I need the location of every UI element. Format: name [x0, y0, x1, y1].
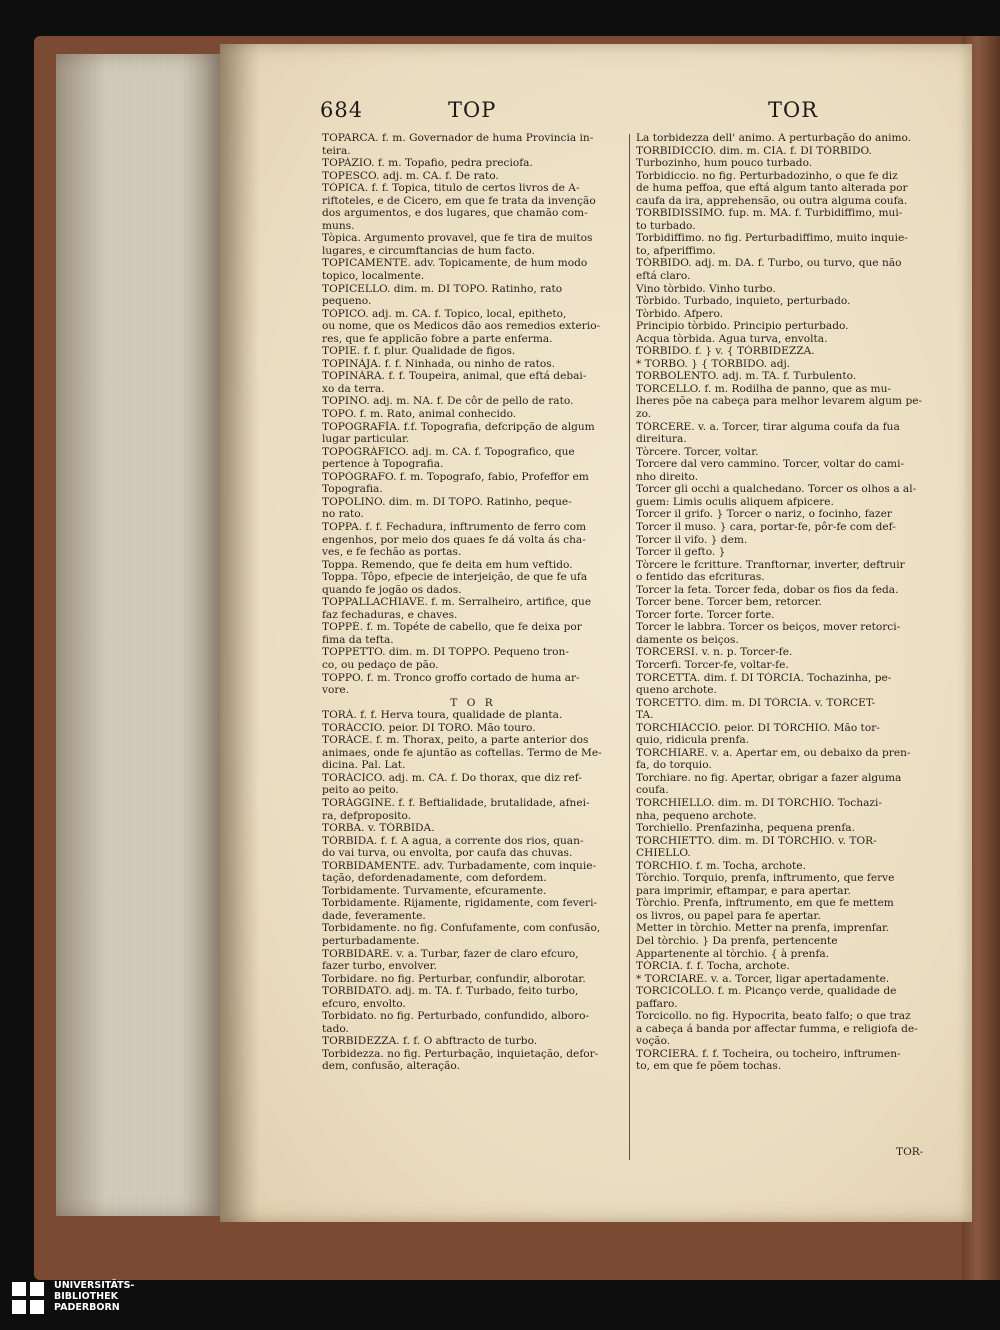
text-line: perturbadamente. — [322, 935, 420, 947]
text-line: Torcerfi. Torcer-fe, voltar-fe. — [636, 658, 789, 671]
text-line: Torcer il vifo. } dem. — [636, 533, 748, 546]
text-line: to, afperiffimo. — [636, 244, 716, 257]
text-line: T O R — [450, 696, 496, 709]
text-line: queno archote. — [636, 684, 717, 697]
text-line: TORÀ. f. f. Herva toura, qualidade de planta. — [322, 709, 563, 722]
text-line: Torcicollo. no fig. Hypocrita, beato falfo; o que traz — [636, 1010, 911, 1023]
text-line: TOPIE. f. f. plur. Qualidade de figos. — [322, 345, 516, 358]
text-line: TOPÒGRAFO. f. m. Topografo, fabio, Profeffor em — [322, 470, 589, 483]
text-line: lheres põe na cabeça para melhor levarem algum pe- — [636, 395, 923, 408]
text-line: TOPINO. adj. m. NA. f. De côr de pello de rato. — [322, 395, 574, 408]
page-stack-shading — [56, 54, 222, 1216]
text-line: Acqua tòrbida. Agua turva, envolta. — [636, 332, 828, 345]
text-line: dos argumentos, e dos lugares, que chamão com- — [322, 207, 588, 220]
running-head-left: TOP — [448, 98, 497, 122]
text-line: TORCHIELLO. dim. m. DI TÒRCHIO. Tochazi- — [636, 796, 882, 809]
text-line: TORBIDISSIMO. fup. m. MA. f. Turbidiffimo, mui- — [636, 207, 903, 220]
text-line: Tòrbido. Afpero. — [636, 307, 724, 320]
left-column — [322, 132, 624, 1073]
text-line: animaes, onde fe ajuntão as coftellas. Termo de Me- — [322, 746, 602, 759]
text-line: ra, defproposito. — [322, 809, 412, 822]
text-line: Toppa. Remendo, que fe deita em hum veftido. — [322, 558, 573, 571]
text-line: pertence à Topografia. — [322, 458, 444, 471]
running-head-right: TOR — [768, 98, 819, 122]
text-line: Principio tòrbido. Principio perturbado. — [636, 320, 849, 333]
text-line: Torbidamente. no fig. Confufamente, com confusão, — [322, 922, 601, 935]
text-line: nha, pequeno archote. — [636, 809, 757, 822]
text-line: vore. — [322, 684, 350, 697]
text-line: Torcer le labbra. Torcer os beiços, mover retorci- — [636, 621, 901, 634]
text-line: dade, feveramente. — [322, 909, 426, 922]
text-line: quando fe jogão os dados. — [322, 583, 462, 596]
text-line: Torbidezza. no fig. Perturbação, inquietação, defor- — [322, 1047, 599, 1060]
text-line: de huma peffoa, que eftá algum tanto alterada por — [636, 182, 908, 195]
text-line: TOPPETTO. dim. m. DI TOPPO. Pequeno tron- — [322, 646, 569, 659]
text-line: to turbado. — [636, 219, 696, 232]
text-line: Tòrcere. Torcer, voltar. — [636, 445, 759, 458]
text-line: muns. — [322, 219, 355, 232]
text-line: nho direito. — [636, 470, 699, 483]
text-line: TORCHIARE. v. a. Apertar em, ou debaixo da pren- — [636, 746, 911, 759]
catchword: TOR- — [896, 1146, 924, 1158]
text-line: lugares, e circumftancias de hum facto. — [322, 244, 535, 257]
text-line: TORCHIETTO. dim. m. DI TÒRCHIO. v. TOR- — [636, 834, 877, 847]
text-line: direitura. — [636, 433, 687, 446]
text-line: Torcer la feta. Torcer feda, dobar os fios da feda. — [636, 583, 899, 596]
text-line: TOPOLINO. dim. m. DI TOPO. Ratinho, peque- — [322, 495, 572, 508]
text-line: Del tòrchio. } Da prenfa, pertencente — [636, 935, 838, 947]
text-line: Torcer il gefto. } — [636, 546, 726, 559]
text-line: Torcer forte. Torcer forte. — [636, 608, 775, 621]
text-line: paffaro. — [636, 997, 678, 1010]
text-line: Torcer gli occhi a qualchedano. Torcer os olhos a al- — [636, 483, 917, 496]
text-line: TOPÀZIO. f. m. Topafio, pedra preciofa. — [322, 157, 533, 170]
text-line: TORCICOLLO. f. m. Picanço verde, qualidade de — [636, 985, 897, 998]
text-line: TOPESCO. adj. m. CA. f. De rato. — [322, 169, 499, 182]
text-line: Torbidare. no fig. Perturbar, confundir, alborotar. — [322, 972, 586, 985]
text-line: ves, e fe fechão as portas. — [322, 546, 462, 559]
library-logo-line-2: BIBLIOTHEK — [54, 1291, 118, 1302]
text-line: teira. — [322, 144, 351, 157]
text-line: TORCIERA. f. f. Tocheira, ou tocheiro, inftrumen- — [636, 1047, 901, 1060]
text-line: zo. — [636, 408, 652, 421]
text-line: xo da terra. — [322, 382, 385, 395]
text-line: guem: Limis oculis aliquem afpicere. — [636, 495, 834, 508]
text-line: TORBIDAMENTE. adv. Turbadamente, com inquie- — [322, 859, 597, 872]
text-line: a cabeça á banda por affectar fumma, e religiofa de- — [636, 1022, 918, 1035]
text-line: TORCELLO. f. m. Rodilha de panno, que as mu- — [636, 382, 891, 395]
page-number: 684 — [320, 98, 364, 122]
text-line: Torchiare. no fig. Apertar, obrigar a fazer alguma — [636, 771, 902, 784]
text-line: pequeno. — [322, 295, 372, 308]
text-line: * TORCIARE. v. a. Torcer, ligar apertadamente. — [636, 972, 890, 985]
text-line: Appartenente al tòrchio. { à prenfa. — [636, 947, 830, 960]
text-line: Torbidamente. Turvamente, efcuramente. — [322, 884, 547, 897]
text-line: Torbidamente. Rijamente, rigidamente, com feveri- — [322, 897, 598, 910]
text-line: caufa da ira, apprehensão, ou outra alguma coufa. — [636, 194, 908, 207]
text-line: TORÀCCIO. peior. DI TORO. Mão touro. — [322, 721, 536, 734]
text-line: eftá claro. — [636, 270, 691, 283]
text-line: Tòrcere le fcritture. Tranftornar, inverter, deftruir — [636, 558, 905, 571]
library-logo-text — [54, 1280, 194, 1313]
text-line: dicina. Pal. Lat. — [322, 759, 406, 772]
text-line: TA. — [636, 709, 654, 722]
text-line: Turbozinho, hum pouco turbado. — [636, 157, 813, 170]
text-line: TOPINÀJA. f. f. Ninhada, ou ninho de ratos. — [322, 357, 556, 370]
text-line: Tòrchio. Torquio, prenfa, inftrumento, que ferve — [636, 872, 895, 885]
text-line: TORBIDEZZA. f. f. O abftracto de turbo. — [322, 1035, 538, 1048]
text-line: TÒPICA. f. f. Topica, titulo de certos livros de A- — [322, 182, 580, 195]
text-line: o fentido das efcrituras. — [636, 571, 765, 584]
text-line: TORBIDARE. v. a. Turbar, fazer de claro efcuro, — [322, 947, 579, 960]
text-line: Tòrchio. Prenfa, inftrumento, em que fe mettem — [636, 897, 894, 910]
text-line: Torcer bene. Torcer bem, retorcer. — [636, 596, 822, 609]
text-line: Torchiello. Prenfazinha, pequena prenfa. — [636, 822, 855, 835]
text-line: voção. — [636, 1035, 671, 1048]
right-column — [636, 132, 936, 1073]
text-line: Torbidiffimo. no fig. Perturbadiffimo, muito inquie- — [636, 232, 908, 245]
text-line: TOPPA. f. f. Fechadura, inftrumento de ferro com — [322, 520, 587, 533]
text-line: TOPPO. f. m. Tronco groffo cortado de huma ar- — [322, 671, 580, 684]
text-line: Torbidiccio. no fig. Perturbadozinho, o que fe diz — [636, 169, 898, 182]
text-line: quio, ridicula prenfa. — [636, 734, 750, 747]
text-line: TORCHIÀCCIO. peior. DI TÒRCHIO. Mão tor- — [636, 721, 880, 734]
text-line: os livros, ou papel para fe apertar. — [636, 909, 821, 922]
text-line: TORBOLENTO. adj. m. TA. f. Turbulento. — [636, 370, 857, 383]
text-line: TÒRBIDO. adj. m. DA. f. Turbo, ou turvo, que não — [636, 257, 902, 270]
text-line: fa, do torquio. — [636, 759, 712, 772]
text-line: TÒRCIA. f. f. Tocha, archote. — [636, 960, 790, 973]
text-line: TOPO. f. m. Rato, animal conhecido. — [322, 408, 517, 421]
text-line: Metter in tòrchio. Metter na prenfa, imprenfar. — [636, 922, 890, 935]
text-line: TOPICELLO. dim. m. DI TOPO. Ratinho, rato — [322, 282, 563, 295]
text-line: Vino tòrbido. Vinho turbo. — [636, 282, 776, 295]
column-divider — [629, 134, 630, 1160]
text-line: tado. — [322, 1022, 349, 1035]
text-line: TOPICAMENTE. adv. Topicamente, de hum modo — [322, 257, 588, 270]
text-line: * TORBO. } { TÒRBIDO. adj. — [636, 357, 791, 370]
text-line: TORCETTO. dim. m. DI TÒRCIA. v. TORCET- — [636, 696, 876, 709]
text-line: damente os beiços. — [636, 633, 739, 646]
text-line: fazer turbo, envolver. — [322, 960, 437, 973]
text-line: to, em que fe põem tochas. — [636, 1060, 782, 1073]
gutter-shadow — [220, 44, 260, 1222]
text-line: TOPPÈ. f. m. Topéte de cabello, que fe deixa por — [322, 621, 582, 634]
text-line: tação, defordenadamente, com defordem. — [322, 872, 547, 885]
text-line: co, ou pedaço de pão. — [322, 658, 439, 671]
text-line: fima da tefta. — [322, 633, 394, 646]
text-line: TÒRBIDO. f. } v. { TÒRBIDEZZA. — [636, 345, 815, 358]
text-line: para imprimir, eftampar, e para apertar. — [636, 884, 851, 897]
text-line: no rato. — [322, 508, 364, 521]
text-line: Torcer il grifo. } Torcer o nariz, o focinho, fazer — [636, 508, 892, 521]
library-logo-line-3: PADERBORN — [54, 1302, 120, 1313]
library-logo-icon — [10, 1280, 46, 1316]
text-line: TÒPICO. adj. m. CA. f. Topico, local, epitheto, — [322, 307, 567, 320]
text-line: coufa. — [636, 784, 669, 797]
text-line: TORBIDATO. adj. m. TA. f. Turbado, feito turbo, — [322, 985, 579, 998]
text-line: TORBIDICCIO. dim. m. CIA. f. DI TÒRBIDO. — [636, 144, 872, 157]
text-line: TOPINÀRA. f. f. Toupeira, animal, que eftá debai- — [322, 370, 587, 383]
text-line: efcuro, envolto. — [322, 997, 406, 1010]
text-line: La torbidezza dell' animo. A perturbação do animo. — [636, 132, 912, 144]
text-line: Topografia. — [322, 483, 383, 496]
text-line: res, que fe applicão fobre a parte enferma. — [322, 332, 553, 345]
text-line: TORÀCICO. adj. m. CA. f. Do thorax, que diz ref- — [322, 771, 582, 784]
text-line: TOPOGRÀFICO. adj. m. CA. f. Topografico, que — [322, 445, 575, 458]
text-line: TORBA. v. TÒRBIDA. — [322, 822, 435, 835]
text-line: Torbidato. no fig. Perturbado, confundido, alboro- — [322, 1010, 590, 1023]
text-line: faz fechaduras, e chaves. — [322, 608, 458, 621]
text-line: Tòpica. Argumento provavel, que fe tira de muitos — [322, 232, 593, 245]
library-logo-line-1: UNIVERSITÄTS- — [54, 1280, 135, 1291]
text-line: lugar particular. — [322, 433, 410, 446]
text-line: topico, localmente. — [322, 270, 425, 283]
text-line: dem, confusão, alteração. — [322, 1060, 460, 1073]
text-line: Toppa. Tôpo, efpecie de interjeição, de que fe ufa — [322, 571, 588, 584]
text-line: TOPARCA. f. m. Governador de huma Provincia in- — [322, 132, 594, 144]
text-line: TÒRCERE. v. a. Torcer, tirar alguma coufa da fua — [636, 420, 900, 433]
text-line: TÒRBIDA. f. f. A agua, a corrente dos rios, quan- — [322, 834, 584, 847]
text-line: TORÀGGINE. f. f. Beftialidade, brutalidade, afnei- — [322, 796, 590, 809]
text-line: TORÀCE. f. m. Thorax, peito, a parte anterior dos — [322, 734, 589, 747]
text-line: Torcere dal vero cammino. Torcer, voltar do cami- — [636, 458, 905, 471]
text-line: do vai turva, ou envolta, por caufa das chuvas. — [322, 847, 573, 860]
text-line: TOPPALLACHIAVE. f. m. Serralheiro, artifice, que — [322, 596, 592, 609]
text-line: engenhos, por meio dos quaes fe dá volta ás cha- — [322, 533, 586, 546]
text-line: peito ao peito. — [322, 784, 399, 797]
text-line: TÒRCHIO. f. m. Tocha, archote. — [636, 859, 806, 872]
text-line: TOPOGRAFÌA. f.f. Topografia, defcripção de algum — [322, 420, 595, 433]
text-line: riftoteles, e de Cicero, em que fe trata da invenção — [322, 194, 596, 207]
text-line: TORCETTA. dim. f. DI TÒRCIA. Tochazinha, pe- — [636, 671, 892, 684]
text-line: CHIELLO. — [636, 847, 691, 860]
text-line: Torcer il muso. } cara, portar-fe, pôr-fe com def- — [636, 520, 896, 533]
text-line: ou nome, que os Medicos dão aos remedios exterio- — [322, 320, 601, 333]
text-line: TORCERSI. v. n. p. Torcer-fe. — [636, 646, 793, 659]
text-line: Tòrbido. Turbado, inquieto, perturbado. — [636, 295, 851, 308]
